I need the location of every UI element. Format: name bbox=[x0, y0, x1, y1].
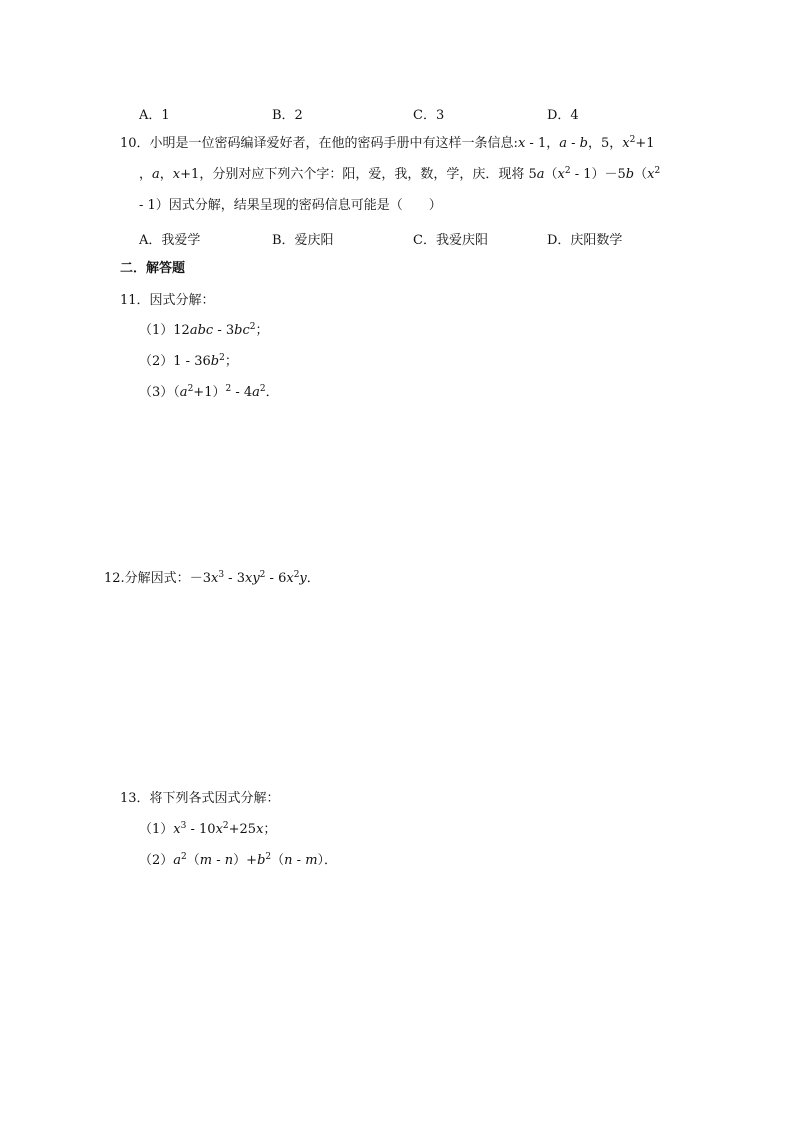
q11-title: 11．因式分解： bbox=[120, 293, 215, 308]
q13-item-1-expr: $x^3 - 10x^2+25x$； bbox=[173, 821, 277, 837]
q9-option-d: D．4 bbox=[547, 108, 579, 123]
q13-item-1 bbox=[139, 821, 276, 839]
q10-stem: 小明是一位密码编译爱好者，在他的密码手册中有这样一条信息: bbox=[149, 136, 518, 151]
q10-info-expr: x - 1，a - b，5，$x^2+1$ bbox=[517, 135, 655, 151]
q10-option-d: D．庆阳数学 bbox=[547, 233, 623, 248]
q12-expr: $-3x^3 - 3xy^2 - 6x^2y$． bbox=[189, 570, 320, 586]
q10-expression: $5a(x^2 - 1)-5b(x^2$ bbox=[524, 166, 661, 182]
q13-item-2-label: （2） bbox=[139, 853, 174, 868]
q13-title: 13．将下列各式因式分解： bbox=[120, 791, 280, 806]
q11-item-2-label: （2） bbox=[139, 354, 174, 369]
q11-item-2-expr: $1 - 36b^2$； bbox=[173, 353, 238, 369]
q10-line-2 bbox=[139, 166, 660, 184]
q13-item-2-expr: $a^2(m - n)+b^2(n - m)$． bbox=[173, 852, 338, 868]
q11-item-1 bbox=[139, 322, 268, 340]
q13-item-1-label: （1） bbox=[139, 822, 174, 837]
q10-option-b: B．爱庆阳 bbox=[272, 233, 334, 248]
q9-option-b: B．2 bbox=[272, 108, 303, 123]
q10-question: 因式分解，结果呈现的密码信息可能是（ ） bbox=[168, 198, 442, 213]
q13-item-2 bbox=[139, 852, 337, 870]
q9-option-c: C．3 bbox=[413, 108, 445, 123]
q12-title: 12.分解因式： bbox=[104, 571, 190, 586]
q11-item-1-expr: $12abc - 3bc^2$； bbox=[173, 322, 269, 338]
question-12 bbox=[104, 570, 320, 588]
q10-number: 10． bbox=[120, 136, 150, 151]
q11-item-3-expr: $(a^2+1)^2 - 4a^2$． bbox=[173, 384, 279, 400]
q11-item-3-label: （3） bbox=[139, 385, 174, 400]
q10-line-1 bbox=[120, 135, 655, 153]
q11-item-2 bbox=[139, 353, 238, 371]
q9-option-a: A．1 bbox=[139, 108, 170, 123]
section-heading: 二．解答题 bbox=[120, 261, 186, 276]
q11-item-3 bbox=[139, 384, 279, 402]
q10-expression-cont: - 1） bbox=[139, 198, 169, 213]
q10-option-c: C．我爱庆阳 bbox=[413, 233, 488, 248]
q10-option-a: A．我爱学 bbox=[139, 233, 201, 248]
q10-info-expr-cont: ，a，x+1 bbox=[139, 167, 200, 182]
q11-item-1-label: （1） bbox=[139, 323, 174, 338]
q10-word-list: ，分别对应下列六个字：阳，爱，我，数，学，庆．现将 bbox=[199, 167, 525, 182]
q10-line-3 bbox=[139, 197, 442, 215]
